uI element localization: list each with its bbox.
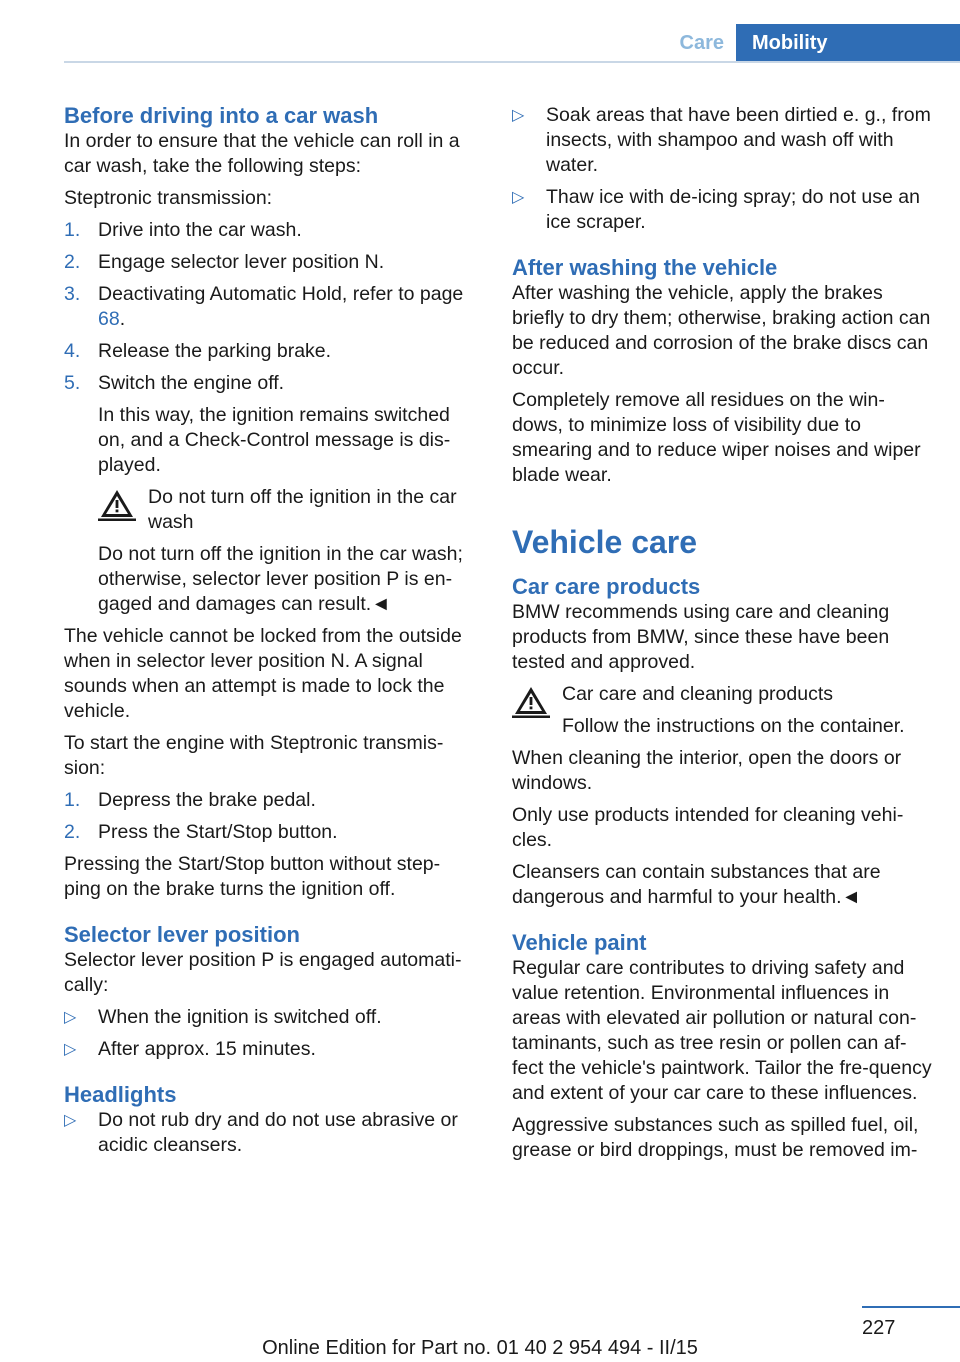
list-item [64,1005,476,1030]
ignition-warning [98,485,476,535]
list-item-text: When the ignition is switched off. [98,1006,382,1028]
warning-triangle-icon [512,682,562,739]
step-text: Engage selector lever position N. [98,251,385,273]
care-products-warning [512,682,932,739]
list-item [64,1037,476,1062]
paint-p2: Aggressive substances such as spilled fuel, oil, grease or bird droppings, must be removed im‐ [512,1114,919,1161]
page-number: 227 [862,1317,896,1339]
triangle-bullet-icon: ▷ [512,107,525,124]
care-products-heading: Car care products [512,574,701,599]
care-p2: Only use products intended for cleaning vehi‐cles. [512,804,904,851]
step-number: 4. [64,340,81,362]
start-steps [64,788,476,845]
header-rule [64,61,960,63]
car-wash-intro: In order to ensure that the vehicle can roll in a car wash, take the following steps: [64,130,460,177]
step-text-period: . [119,308,126,330]
car-wash-heading: Before driving into a car wash [64,103,379,128]
step-text: Press the Start/Stop button. [98,821,338,843]
care-products-intro: BMW recommends using care and cleaning products from BMW, since these have been tested and approved. [512,601,890,673]
step-text [98,282,476,332]
list-item-text: Soak areas that have been dirtied e. g., from insects, with shampoo and wash off with water. [546,104,931,176]
warning-title: Car care and cleaning products [562,683,833,705]
list-item [64,218,476,243]
right-column [512,103,932,1170]
headlights-list [64,1108,476,1158]
step-5-note: In this way, the ignition remains switched on, and a Check-Control message is dis‐played. [98,404,451,476]
step-number: 2. [64,251,81,273]
care-p3: Cleansers can contain substances that are dangerous and harmful to your health.◄ [512,861,881,908]
edition-footer: Online Edition for Part no. 01 40 2 954 494 - II/15 [262,1337,698,1359]
list-item [64,371,476,396]
list-item [512,103,932,178]
after-wash-p2: Completely remove all residues on the win‐dows, to minimize loss of visibility due to smearing and to reduce wiper noises and wiper blade wear. [512,389,921,486]
list-item-text: After approx. 15 minutes. [98,1038,316,1060]
list-item [64,820,476,845]
headlights-heading: Headlights [64,1082,177,1107]
list-item [64,250,476,275]
step-text: Depress the brake pedal. [98,789,316,811]
step-number: 5. [64,372,81,394]
vehicle-care-heading: Vehicle care [512,524,698,560]
step-5-details [64,403,476,617]
list-item [64,788,476,813]
header-tabs [636,24,960,62]
chapter-tab-mobility[interactable]: Mobility [736,24,960,62]
car-wash-steps [64,218,476,396]
page-link[interactable]: 68 [98,308,120,330]
step-text: Release the parking brake. [98,340,332,362]
care-p1: When cleaning the interior, open the doors or windows. [512,747,902,794]
paint-p1: Regular care contributes to driving safety and value retention. Environmental influences in areas with elevated air pollution or natural con‐taminants, such as tree resin or pollen can af‐fect the vehicle's paintwork. Tailor the fre‐quency and extent of your car care to these influences. [512,957,932,1104]
selector-intro: Selector lever position P is engaged automati‐cally: [64,949,462,996]
selector-heading: Selector lever position [64,922,300,947]
step-number: 1. [64,789,81,811]
start-note: Pressing the Start/Stop button without step‐ping on the brake turns the ignition off. [64,853,441,900]
step-number: 3. [64,283,81,305]
list-item-text: Do not rub dry and do not use abrasive or acidic cleansers. [98,1109,458,1156]
triangle-bullet-icon: ▷ [64,1112,77,1129]
warning-title: Do not turn off the ignition in the car wash [148,486,457,533]
start-intro: To start the engine with Steptronic transmis‐sion: [64,732,444,779]
after-wash-heading: After washing the vehicle [512,255,778,280]
step-text: Drive into the car wash. [98,219,302,241]
list-item-text: Thaw ice with de-icing spray; do not use an ice scraper. [546,186,920,233]
section-tab-care[interactable]: Care [679,31,724,54]
step-text: Switch the engine off. [98,372,285,394]
triangle-bullet-icon: ▷ [512,189,525,206]
selector-list [64,1005,476,1062]
warning-body: Follow the instructions on the container. [562,715,905,737]
triangle-bullet-icon: ▷ [64,1041,77,1058]
page-number-rule [862,1306,960,1308]
steptronic-label: Steptronic transmission: [64,187,273,209]
step-text-body: Deactivating Automatic Hold, refer to page [98,283,464,305]
warning-triangle-icon [98,485,148,535]
step-number: 2. [64,821,81,843]
headlights-list-continued [512,103,932,235]
lock-note: The vehicle cannot be locked from the outside when in selector lever position N. A signal sounds when an attempt is made to lock the vehicle. [64,625,462,722]
list-item [512,185,932,235]
left-column [64,103,476,1165]
warning-text [562,682,932,739]
warning-body: Do not turn off the ignition in the car wash; otherwise, selector lever position P is en‐gaged and damages can result.◄ [98,543,463,615]
list-item [64,1108,476,1158]
after-wash-p1: After washing the vehicle, apply the brakes briefly to dry them; otherwise, braking action can be reduced and corrosion of the brake discs can occur. [512,282,931,379]
triangle-bullet-icon: ▷ [64,1009,77,1026]
list-item [64,339,476,364]
list-item [64,282,476,332]
paint-heading: Vehicle paint [512,930,647,955]
step-number: 1. [64,219,81,241]
